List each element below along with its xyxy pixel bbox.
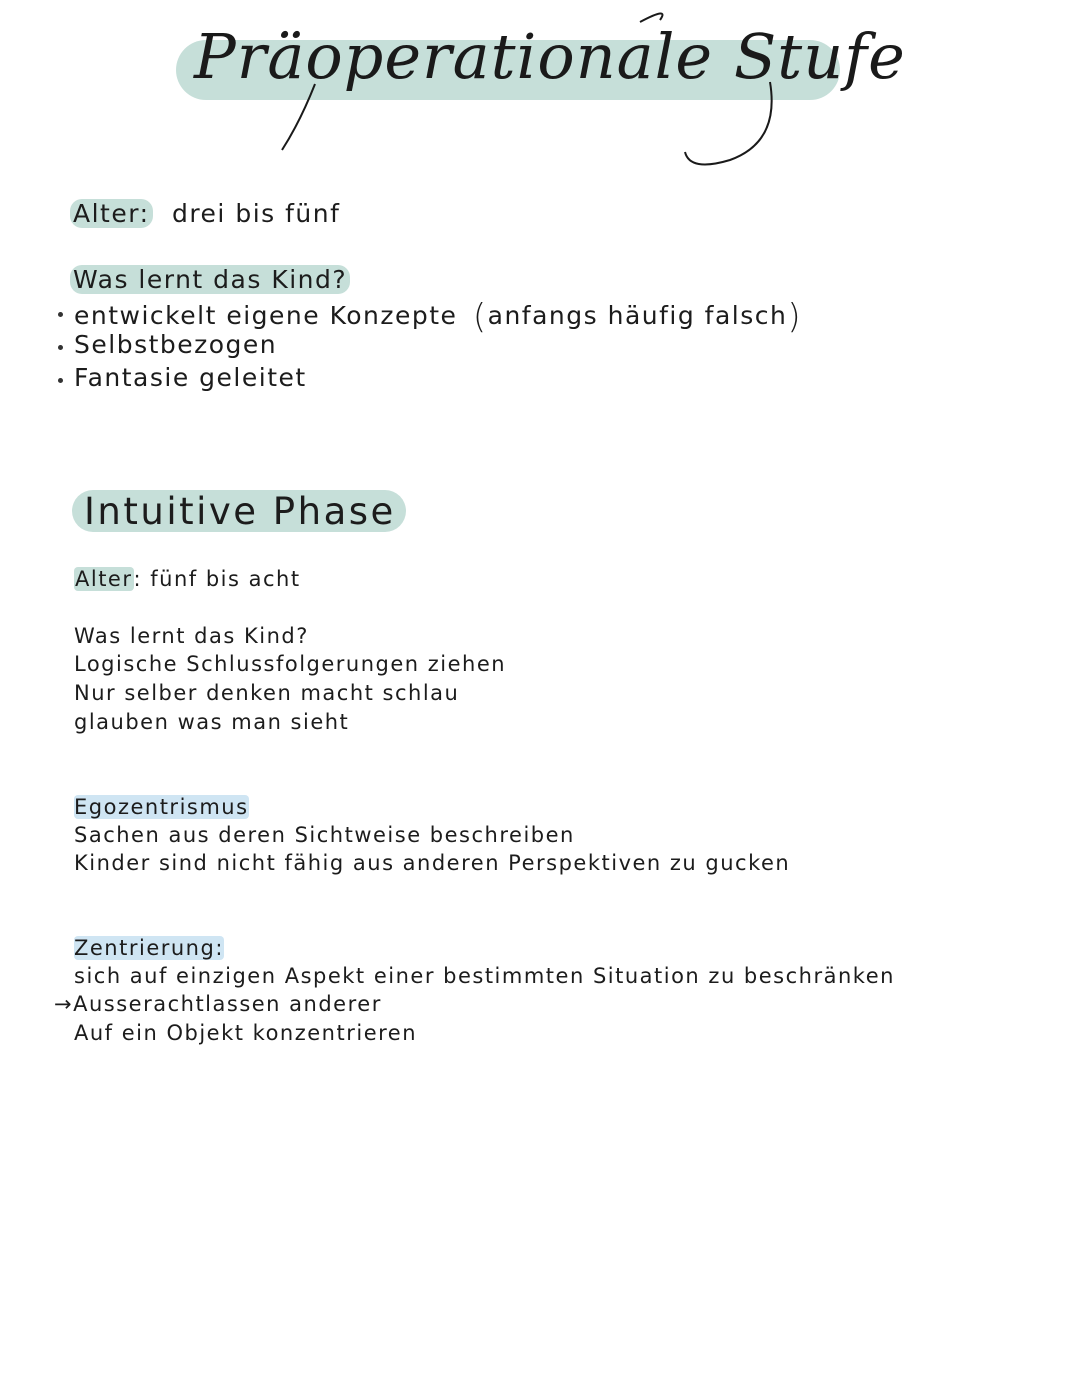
paren-open: ( bbox=[472, 297, 488, 337]
age-label: Alter: bbox=[70, 199, 153, 228]
question-row bbox=[70, 265, 350, 294]
bullet-dot bbox=[58, 378, 63, 383]
list-item: Logische Schlussfolgerungen ziehen bbox=[74, 652, 507, 676]
egozentrismus-heading: Egozentrismus bbox=[74, 795, 249, 819]
zentrierung-heading-row bbox=[74, 936, 224, 960]
arrow-icon: → bbox=[54, 992, 74, 1016]
question-label: Was lernt das Kind? bbox=[70, 265, 350, 294]
page-title: Präoperationale Stufe bbox=[194, 20, 906, 93]
list-item: sich auf einzigen Aspekt einer bestimmten Situation zu beschränken bbox=[74, 964, 895, 988]
list-item: Kinder sind nicht fähig aus anderen Perspektiven zu gucken bbox=[74, 851, 791, 875]
list-item: Fantasie geleitet bbox=[74, 363, 307, 392]
age-row bbox=[74, 567, 301, 591]
age-row bbox=[70, 199, 340, 228]
list-item: Selbstbezogen bbox=[74, 330, 278, 359]
zentrierung-heading: Zentrierung: bbox=[74, 936, 224, 960]
bullet-dot bbox=[58, 312, 63, 317]
age-value: : fünf bis acht bbox=[133, 567, 301, 591]
bullet-dot bbox=[58, 345, 63, 350]
list-item-text: Ausserachtlassen anderer bbox=[73, 992, 382, 1016]
question-label: Was lernt das Kind? bbox=[74, 624, 309, 648]
bullet-note: anfangs häufig falsch bbox=[487, 301, 788, 330]
list-item: glauben was man sieht bbox=[74, 710, 350, 734]
paren-close: ) bbox=[787, 297, 803, 337]
list-item: Nur selber denken macht schlau bbox=[74, 681, 460, 705]
list-item: Auf ein Objekt konzentrieren bbox=[74, 1021, 418, 1045]
age-value: drei bis fünf bbox=[171, 199, 341, 228]
page-title-block bbox=[170, 12, 906, 162]
age-label: Alter bbox=[75, 567, 133, 591]
bullet-text: entwickelt eigene Konzepte bbox=[74, 301, 458, 330]
egozentrismus-heading-row bbox=[74, 795, 249, 819]
list-item bbox=[54, 992, 382, 1016]
section-heading-intuitive-phase: Intuitive Phase bbox=[72, 490, 406, 532]
list-item: Sachen aus deren Sichtweise beschreiben bbox=[74, 823, 575, 847]
